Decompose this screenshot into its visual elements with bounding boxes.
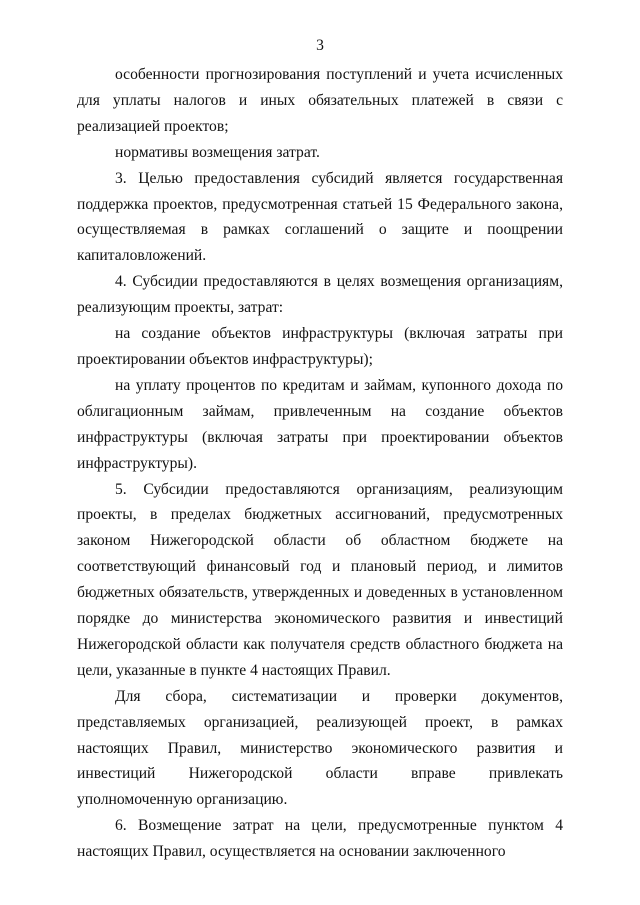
page-number: 3: [316, 37, 324, 54]
paragraph-interest-payment: на уплату процентов по кредитам и займам, купонного дохода по облигационным займам, привлеченным на создание объектов инфраструктуры (включая затраты при проектировании объектов инфраструктуры).: [77, 376, 563, 472]
document-body: [77, 62, 563, 865]
paragraph-reimbursement-norms: нормативы возмещения затрат.: [115, 143, 320, 161]
paragraph-authorized-organization: Для сбора, систематизации и проверки документов, представляемых организацией, реализующей проект, в рамках настоящих Правил, министерство экономического развития и инвестиций Нижегородской области вправе привлекать уполномоченную организацию.: [77, 687, 563, 809]
paragraph-infrastructure-creation: на создание объектов инфраструктуры (включая затраты при проектировании объектов инфраструктуры);: [77, 325, 563, 368]
paragraph-section-5: 5. Субсидии предоставляются организациям, реализующим проекты, в пределах бюджетных ассигнований, предусмотренных законом Нижегородской области об областном бюджете на соответствующий финансовый год и плановый период, и лимитов бюджетных обязательств, утвержденных и доведенных в установленном порядке до министерства экономического развития и инвестиций Нижегородской области как получателя средств областного бюджета на цели, указанные в пункте 4 настоящих Правил.: [77, 480, 563, 679]
paragraph-section-6: 6. Возмещение затрат на цели, предусмотренные пунктом 4 настоящих Правил, осуществляется на основании заключенного: [77, 817, 563, 861]
paragraph-section-3: 3. Целью предоставления субсидий является государственная поддержка проектов, предусмотренная статьей 15 Федерального закона, осуществляемая в рамках соглашений о защите и поощрении капиталовложений.: [77, 169, 563, 265]
paragraph-section-4: 4. Субсидии предоставляются в целях возмещения организациям, реализующим проекты, затрат:: [77, 273, 563, 317]
paragraph-forecast-features: особенности прогнозирования поступлений и учета исчисленных для уплаты налогов и иных обязательных платежей в связи с реализацией проектов;: [77, 66, 563, 135]
